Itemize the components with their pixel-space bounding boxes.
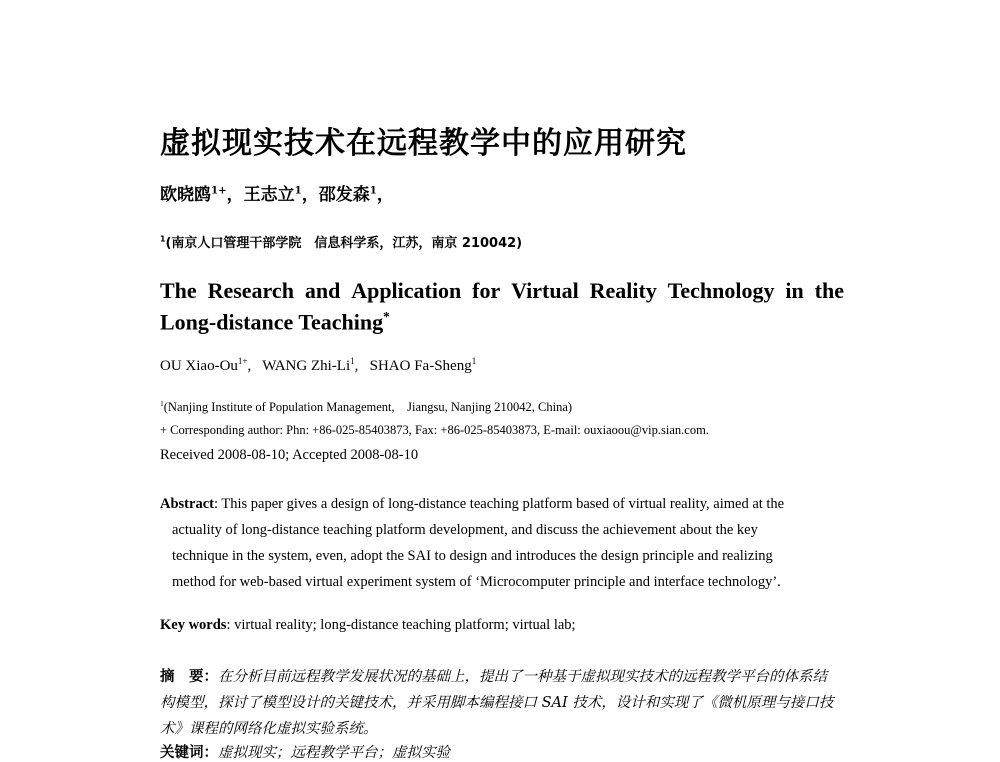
cn-abstract-line-3: 术》课程的网络化虚拟实验系统。 (160, 721, 378, 737)
english-authors (160, 356, 476, 375)
abstract-label: Abstract (160, 496, 214, 512)
cn-keywords-label: 关键词： (160, 744, 218, 761)
cn-author-sep-2: ， (301, 185, 319, 205)
title-word: Reality (589, 278, 657, 303)
english-title-line-1 (160, 278, 844, 304)
cn-author-1: 欧晓鸥 (160, 185, 211, 205)
en-author-sep-1: , (247, 358, 263, 374)
english-title-line-2-text: Long-distance Teaching (160, 309, 384, 335)
abstract-line-1: : This paper gives a design of long-distance teaching platform based of virtual reality, aimed at the (213, 496, 785, 512)
title-word: and (304, 278, 341, 303)
cn-author-2: 王志立 (243, 185, 295, 205)
cn-author-1-sup: 1+ (211, 184, 227, 197)
received-date: Received 2008-08-10; Accepted 2008-08-10 (160, 447, 419, 463)
keywords-text: : virtual reality; long-distance teaching platform; virtual lab; (226, 617, 576, 633)
en-author-sep-2: , (354, 358, 370, 374)
cn-author-sep-1: ， (226, 185, 244, 205)
chinese-abstract (160, 664, 860, 742)
cn-abstract-line-2: 构模型，探讨了模型设计的关键技术，并采用脚本编程接口 SAI 技术，设计和实现了《微机原理与接口技 (160, 695, 834, 711)
title-word: Virtual (511, 278, 579, 303)
chinese-keywords (160, 741, 450, 762)
en-author-2: WANG Zhi-Li (262, 358, 351, 374)
cn-abstract-line-1: 在分析目前远程教学发展状况的基础上，提出了一种基于虚拟现实技术的远程教学平台的体系结 (218, 669, 827, 685)
title-word: Technology (667, 278, 775, 303)
en-author-2-sup: 1 (350, 356, 355, 366)
cn-author-2-sup: 1 (294, 184, 302, 197)
english-keywords (160, 617, 576, 634)
english-abstract (160, 491, 844, 595)
cn-author-3-sup: 1 (369, 184, 377, 197)
title-word: Research (207, 278, 294, 303)
chinese-authors (160, 180, 394, 205)
cn-keywords-text: 虚拟现实；远程教学平台；虚拟实验 (218, 745, 450, 761)
corresponding-author: + Corresponding author: Phn: +86-025-85403873, Fax: +86-025-85403873, E-mail: ouxiaoou@vip.sian.com. (160, 423, 709, 437)
en-affil-sup: 1 (160, 398, 164, 408)
abstract-line-3: technique in the system, even, adopt the SAI to design and introduces the design principle and realizing (172, 548, 773, 564)
title-word: in (785, 278, 804, 303)
title-word: the (814, 278, 844, 303)
en-author-3: SHAO Fa-Sheng (369, 358, 472, 374)
title-word: Application (351, 278, 462, 303)
en-affil-text: (Nanjing Institute of Population Management, Jiangsu, Nanjing 210042, China) (163, 400, 573, 414)
abstract-line-4: method for web-based virtual experiment system of ‘Microcomputer principle and interface technology’. (172, 574, 781, 590)
chinese-title: 虚拟现实技术在远程教学中的应用研究 (160, 126, 687, 161)
cn-author-sep-3: ， (376, 185, 394, 205)
abstract-line-2: actuality of long-distance teaching platform development, and discuss the achievement about the key (172, 522, 758, 538)
cn-abstract-label: 摘 要： (160, 668, 218, 685)
english-title-line-2 (160, 304, 844, 335)
title-footnote-mark: * (383, 309, 390, 324)
title-word: The (160, 278, 197, 303)
en-author-1: OU Xiao-Ou (160, 358, 238, 374)
keywords-label: Key words (160, 617, 227, 633)
title-word: for (472, 278, 501, 303)
cn-affil-sup: 1 (160, 234, 166, 244)
en-author-1-sup: 1+ (237, 356, 248, 366)
en-author-3-sup: 1 (471, 356, 477, 366)
chinese-affiliation (160, 232, 522, 251)
cn-author-3: 邵发森 (318, 185, 370, 205)
english-title (160, 278, 844, 335)
english-affiliation (160, 397, 572, 415)
cn-affil-text: (南京人口管理干部学院 信息科学系，江苏，南京 210042) (165, 236, 523, 251)
